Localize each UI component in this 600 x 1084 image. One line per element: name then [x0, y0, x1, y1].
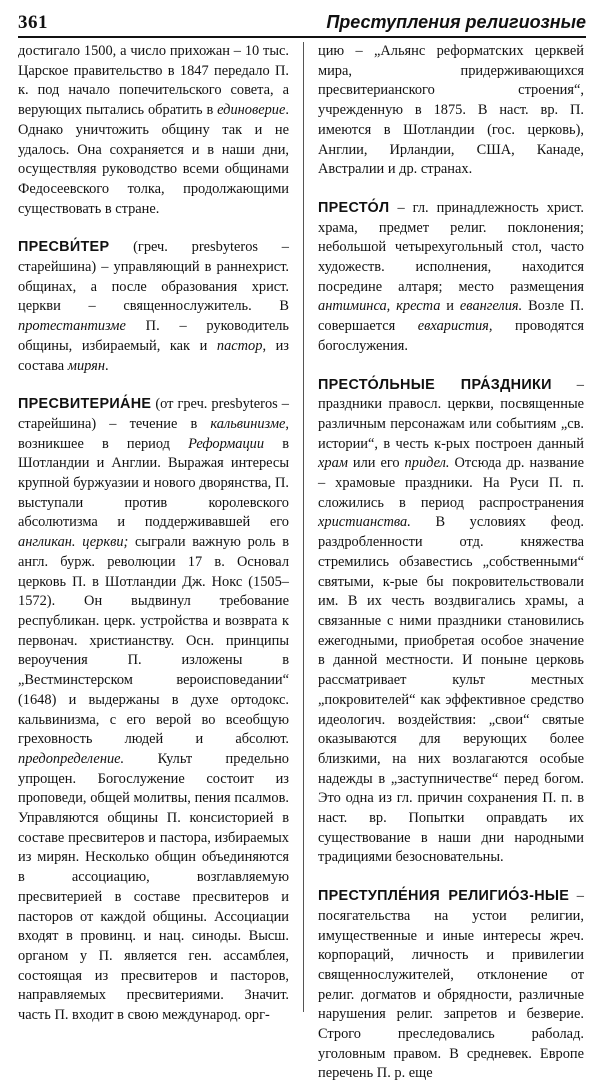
entry-text	[18, 395, 289, 1026]
cross-reference: предопределение.	[18, 750, 125, 767]
entry-continuation-right	[318, 42, 584, 180]
cross-reference: христианства.	[318, 514, 411, 531]
text-run: П. – руководитель общины, избираемый, как и	[18, 318, 289, 354]
cross-reference: единоверие	[217, 102, 286, 119]
entry-headword: ПРЕСВИТЕРИА́НЕ	[18, 396, 152, 413]
text-run: , из состава	[18, 337, 289, 374]
text-run: проводятся богослужения.	[318, 318, 584, 354]
text-run: достигало 1500, а число прихожан – 10 тыс. Царское правительство в 1847 передало П. к. под начало попечительского совета, а верующих пытались обратить в	[18, 43, 289, 119]
entry-text: цию – „Альянс реформатских церквей мира, придерживающихся пресвитерианского строения“, учрежденную в 1875. В наст. вр. П. имеются в Шотландии (гос. церковь), Англии, Ирландии, США, Канаде, Австралии и др. странах.	[318, 43, 584, 178]
text-run: . Однако уничтожить общину так и не удалось. Она сохраняется и в наши дни, осуществляя руководство всеми общинами Федосеевского толка, продолжающими существовать в стране.	[18, 102, 289, 217]
text-run: – праздники правосл. церкви, посвященные различным персонажам или событиям „св. истории“, в честь к-рых построен данный	[318, 376, 585, 452]
entry-text	[318, 887, 584, 1084]
text-run: Отсюда др. название – храмовые праздники. На Руси П. п. сложились в период распространения	[318, 455, 584, 511]
page-header	[18, 8, 586, 38]
entry-continuation-left	[18, 42, 289, 219]
text-run: и	[440, 298, 460, 315]
left-column	[18, 42, 290, 1024]
right-column	[318, 42, 585, 1082]
text-run: Возле П. совершается	[318, 298, 585, 335]
entry-presviteriane	[18, 395, 289, 1026]
entry-text	[18, 42, 289, 219]
entry-text	[318, 199, 584, 357]
running-head: Преступления религиозные	[326, 12, 586, 32]
entry-headword: ПРЕСВИ́ТЕР	[18, 239, 110, 256]
entry-text	[318, 376, 584, 869]
cross-reference: евхаристия,	[417, 318, 493, 335]
entry-presviter	[18, 238, 289, 376]
entry-headword: ПРЕСТУПЛЕ́НИЯ РЕЛИГИО́З-НЫЕ	[318, 888, 570, 905]
text-run: в Шотландии и Англии. Выражая интересы крупной буржуазии и нового дворянства, П. выступали против королевского абсолютизма и поддерживавшей его	[18, 435, 289, 531]
entry-headword: ПРЕСТО́ЛЬНЫЕ ПРА́ЗДНИКИ	[318, 376, 552, 393]
entry-prestupleniya-religioznye	[318, 887, 584, 1084]
cross-reference: храм	[318, 455, 348, 472]
text-run: (от греч. presbyteros – старейшина) – течение в	[18, 396, 289, 432]
text-run: Культ предельно упрощен. Богослужение состоит из проповеди, общей молитвы, пения псалмов. Управляются общины П. консисторией в составе пресвитеров и пастора, избираемых из мирян. Несколько общин объединяются в ассоциацию, возглавляемую пресвитерией в составе пресвитеров и пасторов от каждой общины. Ассоциации входят в провинц. и нац. синоды. Высш. органом у П. является ген. ассамблея, состоящая из пресвитеров и пасторов, направляемых пресвитериями. Значит. часть П. входит в свою международ. орг-	[18, 750, 289, 1024]
text-run: сыграли важную роль в англ. бурж. революции 17 в. Основал церковь П. в Шотландии Дж. Нокс (1505–1572). Он выдвинул требование республикан. церк. устройства и возврата к первонач. христианству. Осн. принципы вероучения П. изложены в „Вестминстерском вероисповедании“ (1648) и выдержаны в духе ортодокс. кальвинизма, с его верой во всеобщую греховность людей и абсолют.	[18, 534, 290, 748]
text-run: – гл. принадлежность христ. храма, предмет религ. поклонения; небольшой четырехугольный стол, часто художеств. исполнения, находится посредине алтаря; место размещения	[318, 199, 584, 295]
cross-reference: антиминса, креста	[318, 298, 441, 315]
text-run: или его	[347, 455, 405, 472]
text-run: В условиях феод. раздробленности отд. княжества стремились обзавестись „собственными“ святыми, к-рые бы покровительствовали им. В их честь воздвигались храмы, а связанные с ними праздники становились ежегодными, приобретая особое значение в данной местности. И поныне церковь рассматривает культ местных „покровителей“ как эффективное средство идеологич. воздействия: „свои“ святые оказываются для верующих более близкими, на них возлагаются особые надежды в „заступничестве“ перед богом. Это одна из гл. причин сохранения П. п. в наст. вр. Попытки оправдать их существование в наши дни народными традициями безосновательны.	[318, 514, 584, 866]
entry-text	[18, 238, 289, 376]
cross-reference: пастор	[216, 337, 263, 354]
text-run: , возникшее в период	[18, 415, 289, 452]
cross-reference: евангелия.	[459, 298, 523, 315]
cross-reference: протестантизме	[18, 318, 126, 335]
entry-headword: ПРЕСТО́Л	[318, 199, 390, 216]
cross-reference: Реформации	[188, 435, 265, 452]
text-run: – посягательства на устои религии, имущественные и иные интересы жреч. корпораций, личность и привилегии священнослужителей, отклонение от религ. догматов и обрядности, различные нарушения религ. запретов и безверие. Строго преследовались раболад. уголовным правом. В средневек. Европе перечень П. р. еще	[318, 888, 585, 1082]
entry-prestolnye-prazdniki	[318, 376, 584, 869]
cross-reference: кальвинизме	[210, 415, 286, 432]
entry-prestol	[318, 199, 584, 357]
text-run: (греч. presbyteros – старейшина) – управляющий в раннехрист. общинах, а после образования христ. церкви – священнослужитель. В	[18, 239, 289, 315]
cross-reference: англикан. церкви;	[18, 534, 129, 551]
page-number: 361	[18, 12, 48, 33]
text-run: .	[105, 357, 109, 374]
cross-reference: придел.	[404, 455, 450, 472]
column-divider	[303, 42, 304, 1012]
cross-reference: мирян	[67, 357, 105, 374]
